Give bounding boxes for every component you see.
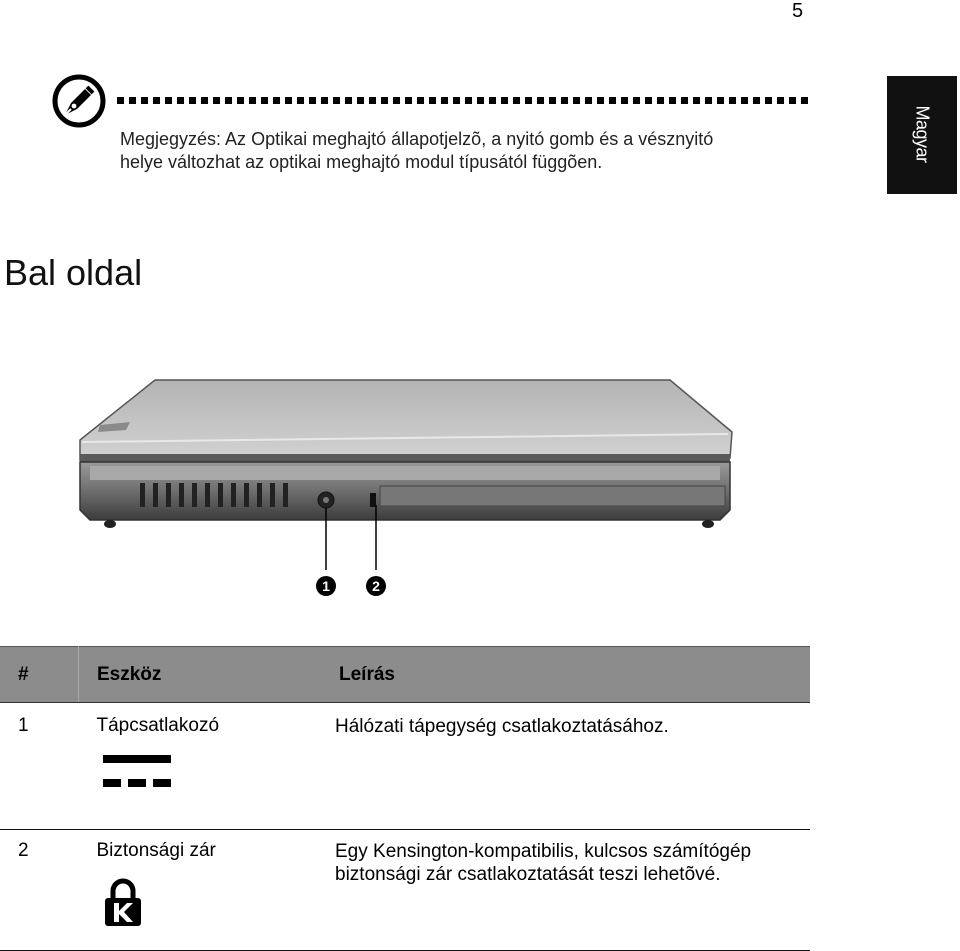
row-device-label: Tápcsatlakozó (96, 715, 220, 736)
callout-marker-2 (366, 576, 386, 596)
row-device-label: Biztonsági zár (96, 840, 216, 861)
table-row (0, 830, 810, 951)
row-number: 2 (0, 830, 79, 951)
language-tab-label: Magyar (912, 105, 933, 163)
laptop-left-side-illustration (60, 370, 760, 610)
note-text: Megjegyzés: Az Optikai meghajtó állapotjelzõ, a nyitó gomb és a vésznyitó helye változhat az optikai meghajtó modul típusától függõen. (120, 129, 714, 172)
kensington-lock-icon (103, 878, 143, 928)
note-divider (117, 97, 809, 104)
row-number: 1 (0, 703, 79, 830)
row-device (79, 703, 322, 830)
header-number: # (0, 647, 79, 703)
table-row (0, 703, 810, 830)
dc-power-icon (101, 751, 173, 791)
language-tab (887, 76, 957, 194)
header-description: Leírás (321, 647, 810, 703)
table-header-row (0, 647, 810, 703)
row-device (79, 830, 322, 951)
header-device: Eszköz (79, 647, 322, 703)
section-title: Bal oldal (4, 252, 143, 293)
callout-label-2: 2 (372, 578, 380, 594)
row-description: Hálózati tápegység csatlakoztatásához. (321, 703, 810, 830)
callout-label-1: 1 (322, 578, 330, 594)
row-description: Egy Kensington-kompatibilis, kulcsos számítógép biztonsági zár csatlakoztatását teszi lehetõvé. (321, 830, 810, 951)
page-number: 5 (792, 0, 804, 22)
callout-marker-1 (316, 576, 336, 596)
note-pen-icon (52, 74, 106, 128)
ports-table (0, 646, 810, 951)
